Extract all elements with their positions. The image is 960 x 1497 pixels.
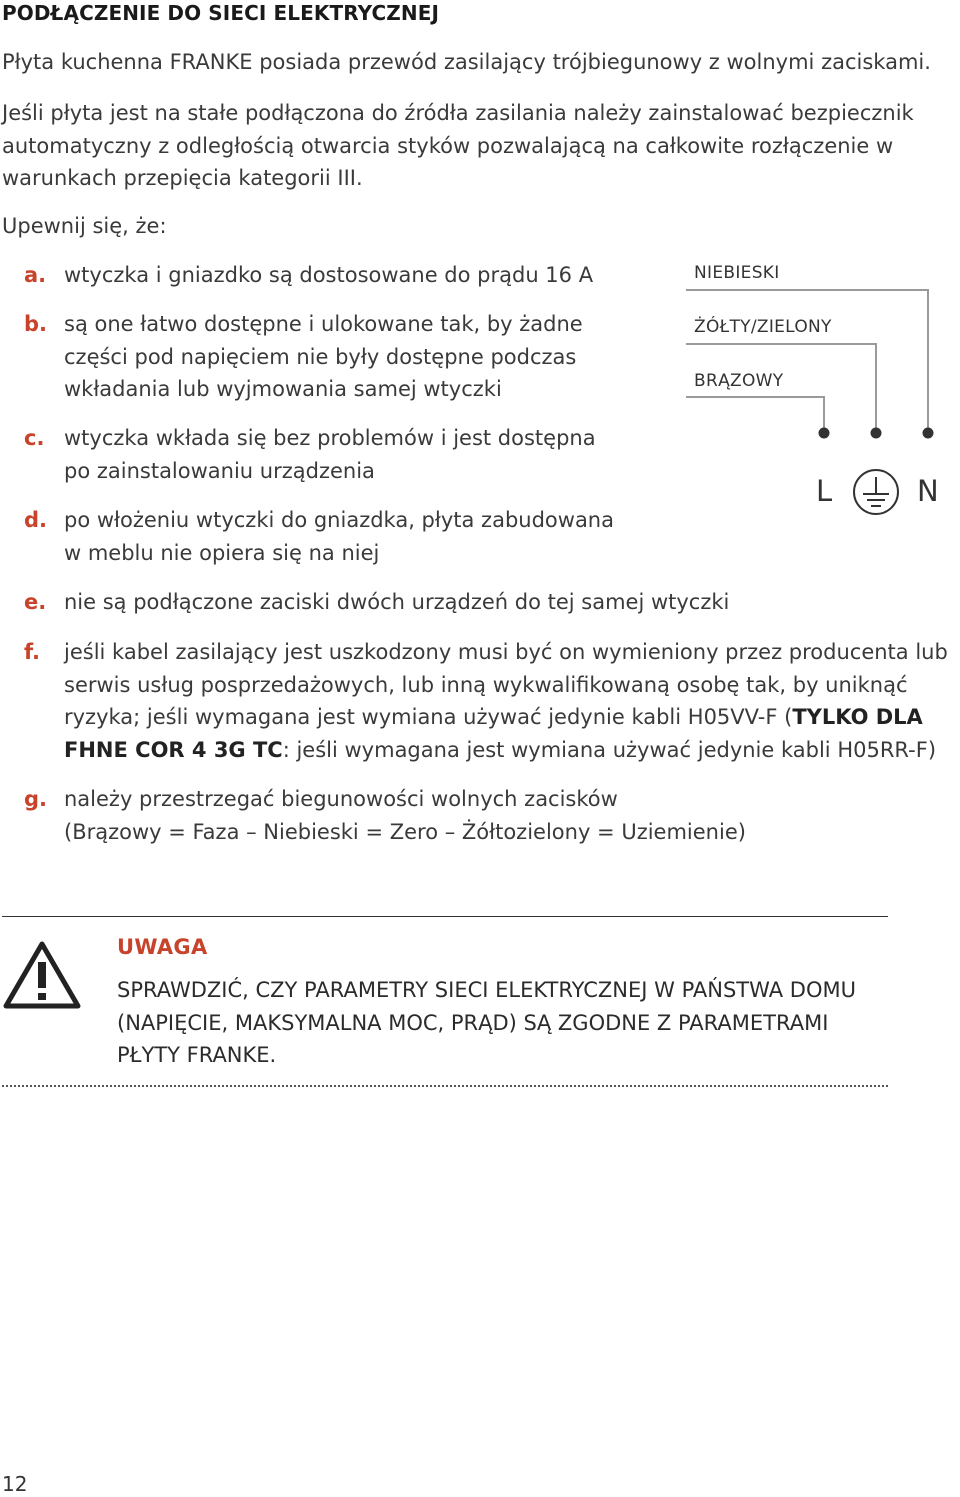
fuse-paragraph: Jeśli płyta jest na stałe podłączona do źródła zasilania należy zainstalować bezpiecznik automatyczny z odległością otwarcia styków pozwalającą na całkowite rozłączenie w warunkach przepięcia kategorii III.: [2, 101, 914, 190]
list-text-line: wtyczka wkłada się bez problemów i jest dostępna: [64, 426, 596, 450]
list-text: wtyczka i gniazdko są dostosowane do prądu 16 A: [64, 263, 594, 287]
list-text-line: w meblu nie opiera się na niej: [64, 540, 380, 565]
list-text: nie są podłączone zaciski dwóch urządzeń do tej samej wtyczki: [64, 590, 730, 614]
terminal-dot-n: [923, 428, 934, 439]
list-text-line: części pod napięciem nie były dostępne podczas: [64, 344, 577, 369]
warning-icon: [2, 940, 82, 1010]
terminal-dot-earth: [871, 428, 882, 439]
section-divider: [2, 916, 888, 917]
page-number: 12: [2, 1472, 28, 1496]
list-text-line: należy przestrzegać biegunowości wolnych zacisków: [64, 787, 618, 811]
list-item-g: [24, 783, 746, 848]
wire-label-yellow-green: ŻÓŁTY/ZIELONY: [694, 317, 832, 337]
list-letter: a.: [24, 263, 47, 287]
list-text-line: jeśli kabel zasilający jest uszkodzony musi być on wymieniony przez producenta lub: [64, 640, 948, 664]
warning-text: [117, 974, 897, 1072]
section-heading: PODŁĄCZENIE DO SIECI ELEKTRYCZNEJ: [2, 1, 439, 25]
warning-title: UWAGA: [117, 935, 208, 959]
list-text-line: wkładania lub wyjmowania samej wtyczki: [64, 377, 502, 401]
wire-label-brown: BRĄZOWY: [694, 371, 784, 391]
list-letter: b.: [24, 312, 48, 336]
list-text-emphasis: FHNE COR 4 3G TC: [64, 737, 283, 762]
list-text-segment: ryzyka; jeśli wymagana jest wymiana używać jedynie kabli H05VV-F (: [64, 705, 793, 729]
warning-text-line: PŁYTY FRANKE.: [117, 1043, 277, 1067]
list-item-e: [24, 586, 729, 619]
wire-brown: [686, 397, 824, 432]
list-letter: d.: [24, 508, 48, 532]
list-text-line: są one łatwo dostępne i ulokowane tak, by żadne: [64, 312, 583, 336]
wire-label-blue: NIEBIESKI: [694, 263, 780, 283]
earth-icon: [854, 470, 898, 514]
checklist-intro: Upewnij się, że:: [2, 214, 167, 238]
list-text-line: po zainstalowaniu urządzenia: [64, 458, 375, 483]
list-text-emphasis: TYLKO DLA: [792, 705, 923, 729]
list-text-line: [64, 734, 960, 767]
list-letter: f.: [24, 640, 40, 664]
list-text-line: po włożeniu wtyczki do gniazdka, płyta zabudowana: [64, 508, 614, 532]
warning-text-line: (NAPIĘCIE, MAKSYMALNA MOC, PRĄD) SĄ ZGODNE Z PARAMETRAMI: [117, 1010, 829, 1035]
list-text-segment: : jeśli wymagana jest wymiana używać jedynie kabli H05RR-F): [282, 737, 937, 762]
list-text-line: (Brązowy = Faza – Niebieski = Zero – Żółtozielony = Uziemienie): [64, 819, 746, 844]
intro-paragraph: Płyta kuchenna FRANKE posiada przewód zasilający trójbiegunowy z wolnymi zaciskami.: [2, 50, 931, 74]
bottom-dotted-divider: [2, 1085, 888, 1087]
wire-yellow-green: [686, 344, 876, 432]
list-letter: e.: [24, 590, 47, 614]
list-letter: g.: [24, 787, 48, 811]
list-item-f: [24, 636, 960, 766]
wire-blue: [686, 290, 928, 432]
terminal-label-n: N: [917, 474, 939, 508]
warning-text-line: SPRAWDZIĆ, CZY PARAMETRY SIECI ELEKTRYCZNEJ W PAŃSTWA DOMU: [117, 978, 856, 1002]
list-letter: c.: [24, 426, 45, 450]
list-text-line: [64, 701, 960, 734]
terminal-dot-l: [819, 428, 830, 439]
list-text-line: serwis usług posprzedażowych, lub inną wykwalifikowaną osobę tak, by uniknąć: [64, 672, 908, 697]
terminal-label-l: L: [816, 474, 833, 508]
